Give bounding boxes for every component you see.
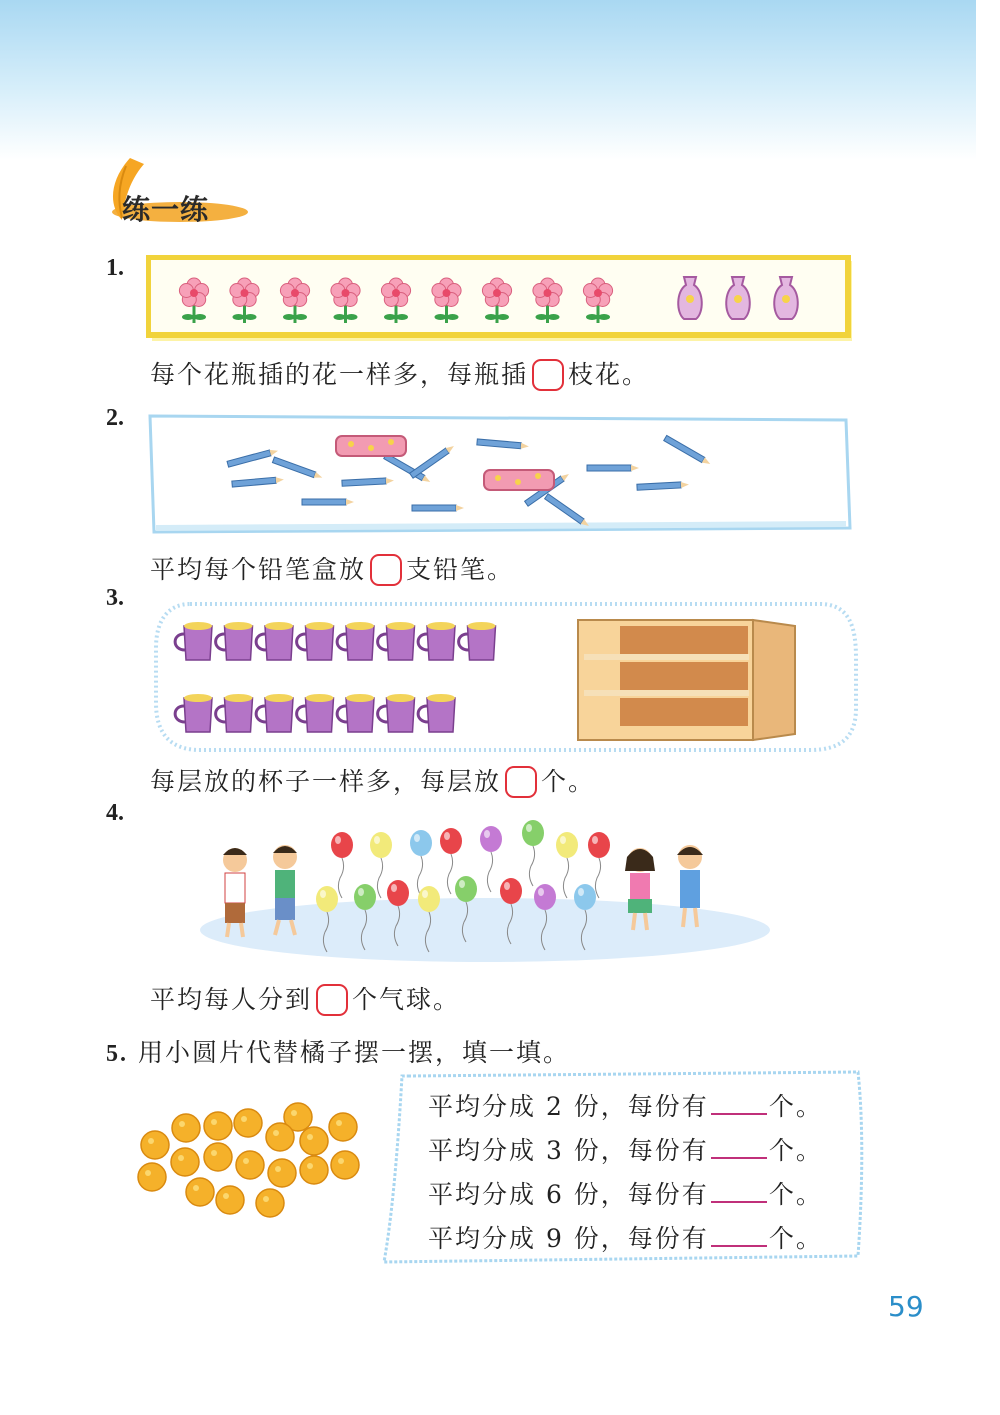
answer-box-1[interactable] [532, 359, 564, 391]
orange-icon [234, 1109, 262, 1137]
flower-icon [331, 278, 360, 323]
balloon-icon [556, 832, 578, 898]
answer-blank[interactable] [711, 1175, 767, 1203]
pencil-box [336, 436, 406, 456]
answer-blank[interactable] [711, 1131, 767, 1159]
question-3-text: 每层放的杯子一样多，每层放 个。 [150, 767, 596, 796]
question-4-number: 4. [106, 800, 124, 826]
orange-icon [171, 1148, 199, 1176]
orange-icon [186, 1178, 214, 1206]
orange-icon [216, 1186, 244, 1214]
question-2-text: 平均每个铅笔盒放 支铅笔。 [150, 555, 515, 584]
orange-icon [204, 1112, 232, 1140]
orange-icon [236, 1151, 264, 1179]
question-5-instruction: 5. 用小圆片代替橘子摆一摆，填一填。 [106, 1038, 570, 1067]
question-5-rows [428, 1085, 823, 1261]
flower-icon [482, 278, 511, 323]
flower-icon [432, 278, 461, 323]
orange-icon [256, 1189, 284, 1217]
question-5-row: 平均分成 9 份，每份有 个。 [428, 1217, 823, 1261]
orange-icon [141, 1131, 169, 1159]
orange-icon [331, 1151, 359, 1179]
orange-icon [266, 1123, 294, 1151]
answer-blank[interactable] [711, 1219, 767, 1247]
orange-icon [300, 1156, 328, 1184]
orange-icon [204, 1143, 232, 1171]
question-1-text: 每个花瓶插的花一样多，每瓶插 枝花。 [150, 360, 650, 389]
flowers-vases-illustration [146, 255, 856, 345]
flower-icon [381, 278, 410, 323]
oranges-illustration [130, 1095, 370, 1225]
children-balloons-illustration [195, 815, 780, 965]
section-title-text: 练一练 [122, 193, 210, 226]
orange-icon [268, 1159, 296, 1187]
question-5-number: 5. [106, 1041, 128, 1067]
shelf [578, 620, 795, 740]
pencil-icon [587, 465, 639, 471]
balloon-icon [480, 826, 502, 892]
balloon-icon [522, 820, 544, 886]
cups-shelf-illustration [150, 598, 860, 758]
orange-icon [300, 1127, 328, 1155]
flower-icon [179, 278, 208, 323]
question-5-row: 平均分成 3 份，每份有 个。 [428, 1129, 823, 1173]
header-band [0, 0, 976, 160]
question-5-row: 平均分成 2 份，每份有 个。 [428, 1085, 823, 1129]
orange-icon [329, 1113, 357, 1141]
orange-icon [172, 1114, 200, 1142]
flower-icon [583, 278, 612, 323]
answer-blank[interactable] [711, 1087, 767, 1115]
answer-box-2[interactable] [370, 554, 402, 586]
flower-icon [230, 278, 259, 323]
question-1-number: 1. [106, 255, 124, 281]
pencil-icon [412, 505, 464, 511]
page-number: 59 [888, 1290, 924, 1323]
flower-icon [280, 278, 309, 323]
question-4-text: 平均每人分到 个气球。 [150, 985, 461, 1014]
question-3-number: 3. [106, 585, 124, 611]
pencil-icon [302, 499, 354, 505]
answer-box-4[interactable] [316, 984, 348, 1016]
section-title [100, 150, 260, 230]
question-2-number: 2. [106, 405, 124, 431]
question-5-row: 平均分成 6 份，每份有 个。 [428, 1173, 823, 1217]
pencils-boxes-illustration [146, 410, 856, 535]
pencil-box [484, 470, 554, 490]
flower-icon [533, 278, 562, 323]
orange-icon [138, 1163, 166, 1191]
answer-box-3[interactable] [505, 766, 537, 798]
balloon-icon [331, 832, 353, 898]
